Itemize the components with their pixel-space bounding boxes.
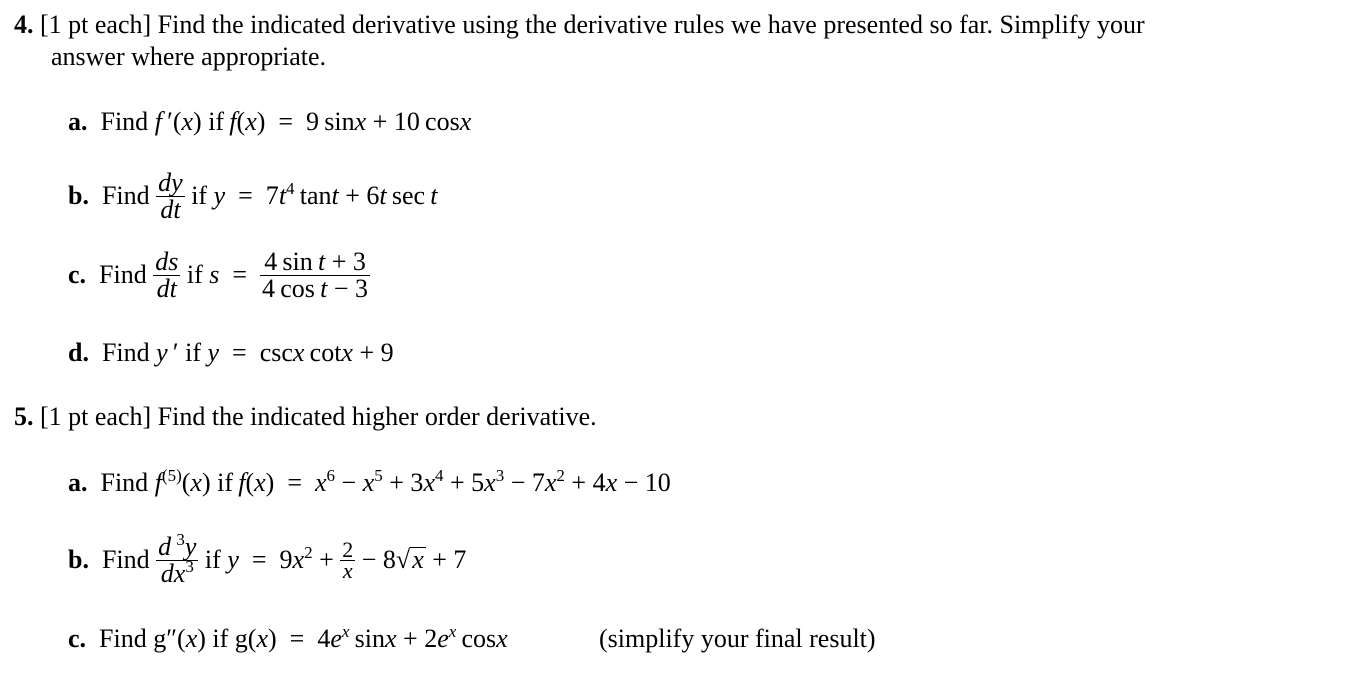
problem-5b-label: b. — [68, 545, 89, 574]
problem-5-intro: [1 pt each] Find the indicated higher order derivative. — [40, 402, 597, 431]
problem-4a-label: a. — [68, 107, 88, 136]
problem-4b-label: b. — [68, 181, 89, 210]
problem-4-intro-line2: answer where appropriate. — [51, 42, 327, 71]
problem-4c-equation: Find $\frac{ds}{dt}$ if s = $\frac{\text{4 sin t + 3}}{\text{4 cos t − 3}}$ — [92, 246, 369, 303]
problem-4c-label: c. — [68, 260, 87, 289]
problem-4-intro-line1: [1 pt each] Find the indicated derivative using the derivative rules we have presented so far. Simplify your — [40, 10, 1145, 39]
problem-4c — [68, 247, 370, 304]
problem-5a-label: a. — [68, 468, 88, 497]
problem-4a — [68, 107, 471, 137]
problem-4b-equation: Find $\frac{dy}{dt}$ if $y = 7t^4$ tant + 6t sec t — [95, 167, 438, 224]
problem-5-number: 5. — [14, 402, 34, 431]
problem-5c-note: (simplify your final result) — [599, 624, 876, 653]
fraction-ds-dt: $\frac{ds}{dt}$ — [155, 246, 179, 303]
problem-5c — [68, 624, 508, 654]
square-root-radicand: x — [412, 545, 424, 574]
problem-4d-equation: Find y ′ if y = cscx cotx + 9 — [95, 338, 394, 367]
problem-4b — [68, 168, 438, 225]
problem-5b-equation: Find $\frac{d ^3y}{dx^3}$ if $y = 9x^2$ + $\frac{2}{x}$ − 8√x + 7 — [95, 529, 467, 588]
fraction-2-over-x: $\frac{2}{x}$ — [342, 536, 354, 583]
fraction-d3y-dx3: $\frac{d ^3y}{dx^3}$ — [158, 529, 197, 588]
fraction-s-expression: $\frac{\text{4 sin t + 3}}{\text{4 cos t − 3}}$ — [262, 246, 369, 303]
problem-4d-label: d. — [68, 338, 89, 367]
problem-5b — [68, 529, 467, 589]
square-root-symbol: √ — [395, 545, 411, 574]
problem-5c-label: c. — [68, 624, 87, 653]
problem-4-number: 4. — [14, 10, 34, 39]
fraction-dy-dt: $\frac{dy}{dt}$ — [158, 167, 183, 224]
problem-5c-equation: Find g″(x) if $g(x) = 4e^x$ $\sin x + 2e^x$ cosx — [92, 622, 508, 653]
problem-4-heading — [14, 10, 1145, 40]
problem-5a-equation: Find $f^{(5)}(x)$ if $f(x) = x^6 - x^5 + 3x^4 + 5x^3 - 7x^2 + 4x - 10$ — [94, 466, 671, 497]
problem-4d — [68, 338, 394, 368]
problem-5a — [68, 468, 671, 498]
problem-4a-equation: Find f ′(x) if f(x) = 9 sinx + 10 cosx — [94, 107, 472, 136]
problem-5-heading — [14, 402, 597, 432]
